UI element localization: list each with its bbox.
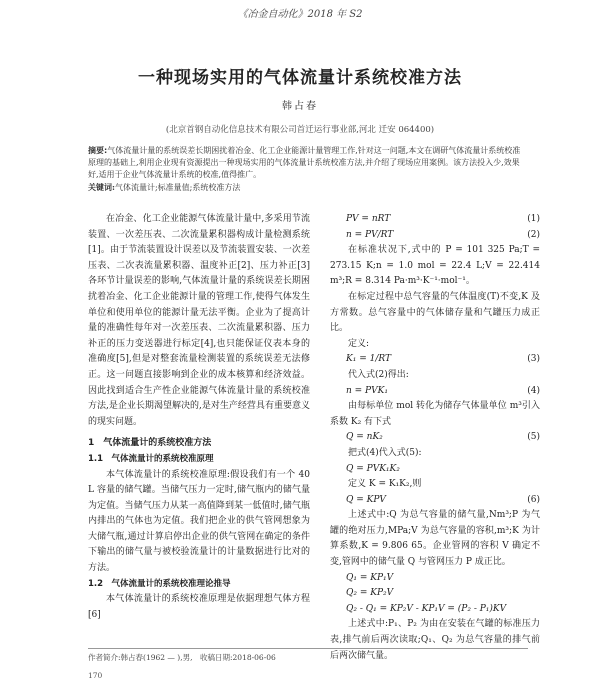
journal-header: 《冶金自动化》2018 年 S2 — [237, 9, 363, 20]
paper-title: 一种现场实用的气体流量计系统校准方法 — [138, 68, 462, 88]
paper-affiliation: (北京首钢自动化信息技术有限公司首迁运行事业部,河北 迁安 064400) — [165, 125, 435, 135]
substitution-2-label: 把式(4)代入式(5): — [348, 447, 422, 458]
equation-8: Q₂ = KP₂V — [346, 588, 394, 599]
equation-2: n = PV/RT (2) — [346, 229, 540, 240]
right-column — [330, 212, 540, 664]
section-1-2-heading: 1.2 气体流量计的系统校准理论推导 — [88, 578, 231, 589]
keywords-text: 气体流量计;标准量值;系统校准方法 — [114, 183, 241, 192]
section-1-1-text: 本气体流量计的系统校准原理:假设我们有一个 40 L 容量的储气罐。当储气压力一定时,储气瓶内的储气量为定值。当储气压力从某一高值降到某一低值时,储气瓶内排出的气体也为定值。我们把企业的供气管网想象为大储气瓶,通过计算启停出企业的供气管网在确定的条件下输出的储气量与被校验流量计的计量数据进行比对的方法。 — [88, 469, 310, 574]
equation-5: Q = nK₂ (5) — [346, 432, 540, 443]
section-1-heading: 1 气体流量计的系统校准方法 — [88, 438, 212, 449]
keywords — [88, 182, 528, 193]
equation-4: n = PVK₁ (4) — [346, 385, 540, 396]
keywords-label: 关键词: — [88, 182, 115, 192]
equation-3: K₁ = 1/RT (3) — [346, 354, 540, 365]
footnote: 作者简介:韩占春(1962 — ),男, 收稿日期:2018-06-06 — [88, 648, 528, 663]
unit-conversion-text: 由每标单位 mol 转化为储存气体量单位 m³引入系数 K₂ 有下式 — [330, 401, 540, 427]
final-text: 上述式中:P₁、P₂ 为由在安装在气罐的标准压力表,排气前后两次读取;Q₁、Q₂ 为总气容量的排气前后两次储气量。 — [330, 619, 540, 661]
standard-conditions-text: 在标准状况下,式中的 P = 101 325 Pa;T = 273.15 K;n = 1.0 mol = 22.4 L;V = 22.414 m³;R = 8.314 Pa·m³·K⁻¹·mol⁻¹。 — [330, 245, 540, 287]
equation-1: PV = nRT (1) — [346, 214, 540, 224]
left-column — [88, 212, 310, 623]
equation-9: Q₂ - Q₁ = KP₂V - KP₁V = (P₂ - P₁)KV — [346, 603, 507, 614]
equation-6: Q = KPV (6) — [346, 494, 540, 505]
abstract-text: 气体流量计量的系统误差长期困扰着冶金、化工企业能源计量管理工作,针对这一问题,本文在调研气体流量计系统校准原理的基础上,利用企业现有资源提出一种现场实用的气体流量计系统校准方法,并介绍了现场应用案例。该方法投入少,效果好,适用于企业气体流量计系统的校准,值得推广。 — [88, 146, 521, 179]
where-text: 上述式中:Q 为总气容量的储气量,Nm³;P 为气罐的绝对压力,MPa;V 为总气容量的容积,m³;K 为计算系数,K = 9.806 65。企业管网的容积 V 确定不变,管网中的储气量 Q 与管网压力 P 成正比。 — [330, 510, 540, 568]
definition-2-label: 定义 K = K₁K₂,则 — [348, 479, 422, 490]
paper-author: 韩占春 — [282, 101, 318, 112]
substitution-label: 代入式(2)得出: — [348, 369, 409, 380]
intro-paragraph: 在冶金、化工企业能源气体流量计量中,多采用节流装置、一次差压表、二次流量累积器构成计量检测系统[1]。由于节流装置设计误差以及节流装置安装、一次差压表、二次表流量累积器、温度补正[2]、压力补正[3]各环节计量误差的影响,气体流量计量的系统误差长期困扰着冶金、化工企业能源计量的管理工作,使得气体发生单位和使用单位的能源计量无法平衡。企业为了提高计量的准确性每年对一次差压表、二次流量累积器、压力补正的压力变送器进行标定[4],也只能保证仪表本身的准确度[5],但是对整套流量检测装置的系统误差无法修正。这一问题直接影响到企业的成本核算和经济效益。因此找到适合生产性企业能源气体流量计量的系统校准方法,是企业长期渴望解决的,是对生产经营具有重要意义的现实问题。 — [88, 214, 310, 427]
section-1-2-text: 本气体流量计的系统校准原理是依据理想气体方程[6] — [88, 594, 310, 620]
equation-5b: Q = PVK₁K₂ — [346, 463, 400, 474]
section-1-1-heading: 1.1 气体流量计的系统校准原理 — [88, 453, 214, 464]
page-number: 170 — [88, 671, 103, 680]
definition-label: 定义: — [348, 338, 370, 349]
abstract-label: 摘要: — [88, 146, 108, 155]
equation-7: Q₁ = KP₁V — [346, 572, 394, 583]
condition-text: 在标定过程中总气容量的气体温度(T)不变,K 及方常数。总气容量中的气体储存量和气罐压力成正比。 — [330, 291, 540, 334]
abstract — [88, 145, 528, 181]
